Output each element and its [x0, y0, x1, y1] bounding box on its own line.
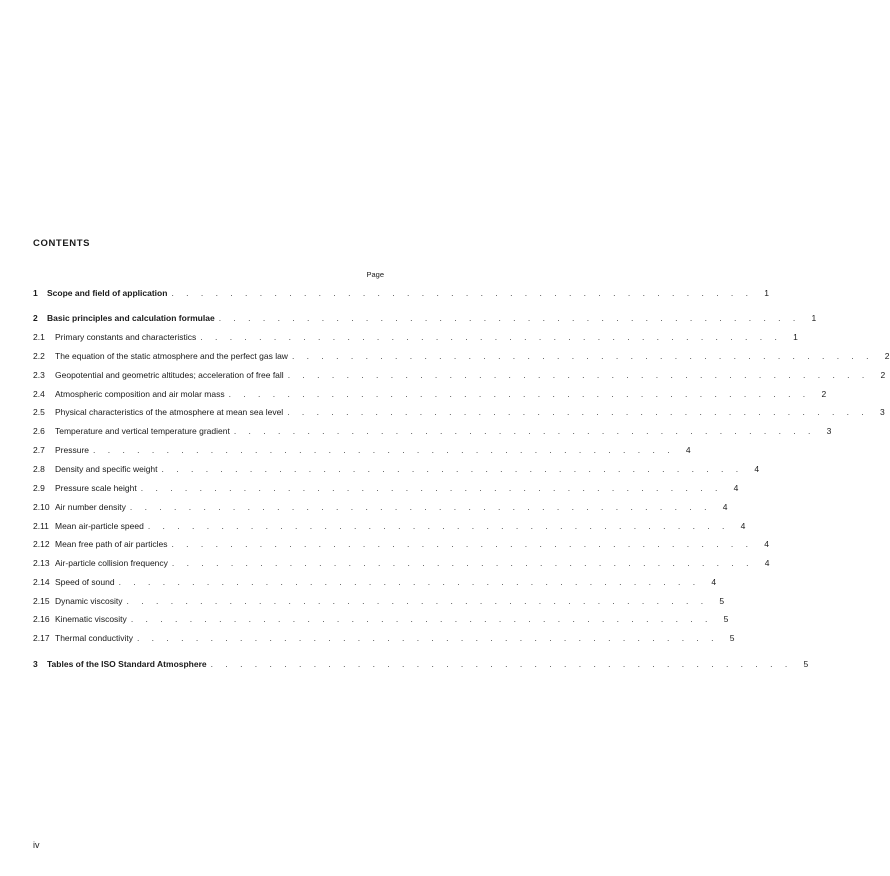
toc-leader-dots: . . . . . . . . . . . . . . . . . . . . . . . . . . . . . . . . . . . . . . . .	[171, 288, 754, 298]
toc-entry-title: Pressure scale height	[55, 483, 137, 493]
toc-entry-title: Scope and field of application	[47, 288, 168, 298]
toc-entry-page: 5	[803, 659, 809, 669]
toc-entry-number: 2.14	[33, 577, 50, 587]
toc-entry-page: 2	[880, 370, 886, 380]
toc-entry-page: 2	[821, 389, 827, 399]
toc-leader-dots: . . . . . . . . . . . . . . . . . . . . . . . . . . . . . . . . . . . . . . . .	[93, 445, 675, 455]
toc-entry-title: Dynamic viscosity	[55, 596, 123, 606]
toc-entry-title: Kinematic viscosity	[55, 614, 127, 624]
toc-entry-title: Pressure	[55, 445, 90, 455]
toc-entry-number: 2.8	[33, 464, 45, 474]
toc-entry-page: 1	[793, 332, 798, 342]
toc-entry	[33, 405, 885, 419]
toc-entry-number: 2.16	[33, 614, 50, 624]
contents-heading: CONTENTS	[33, 238, 91, 249]
toc-entry-title: Atmospheric composition and air molar mass	[55, 389, 225, 399]
toc-entry-page: 2	[884, 351, 890, 361]
toc-leader-dots: . . . . . . . . . . . . . . . . . . . . . . . . . . . . . . . . . . . . . . . .	[136, 633, 719, 643]
toc-entry-number: 2.11	[33, 521, 49, 531]
toc-entry-page: 4	[764, 539, 770, 549]
toc-entry-title: Thermal conductivity	[55, 633, 133, 643]
toc-entry-number: 2.15	[33, 596, 50, 606]
toc-entry-page: 1	[764, 288, 770, 298]
toc-entry-number: 1	[33, 288, 38, 298]
toc-leader-dots: . . . . . . . . . . . . . . . . . . . . . . . . . . . . . . . . . . . . . . . .	[126, 596, 709, 606]
toc-entry	[33, 349, 890, 363]
toc-entry-page: 4	[764, 558, 770, 568]
toc-entry-number: 2.4	[33, 389, 45, 399]
toc-entry-title: Air number density	[55, 502, 126, 512]
toc-entry	[33, 575, 717, 589]
toc-entry-number: 2.5	[33, 407, 45, 417]
toc-entry	[33, 311, 817, 325]
toc-entry-number: 2	[33, 313, 38, 323]
toc-entry-title: Density and specific weight	[55, 464, 158, 474]
toc-leader-dots: . . . . . . . . . . . . . . . . . . . . . . . . . . . . . . . . . . . . . . . .	[210, 659, 793, 669]
toc-entry-page: 4	[754, 464, 760, 474]
toc-entry-number: 2.3	[33, 370, 45, 380]
toc-entry-page: 4	[733, 483, 739, 493]
toc-entry-number: 2.2	[33, 351, 45, 361]
toc-leader-dots: . . . . . . . . . . . . . . . . . . . . . . . . . . . . . . . . . . . . . . . .	[118, 577, 701, 587]
toc-entry-number: 2.6	[33, 426, 45, 436]
toc-entry-number: 2.9	[33, 483, 45, 493]
toc-leader-dots: . . . . . . . . . . . . . . . . . . . . . . . . . . . . . . . . . . . . . . . .	[140, 483, 723, 493]
toc-entry-number: 2.10	[33, 502, 50, 512]
toc-entry	[33, 368, 886, 382]
toc-entry	[33, 519, 746, 533]
toc-entry-title: Geopotential and geometric altitudes; acceleration of free fall	[55, 370, 284, 380]
toc-entry-title: Speed of sound	[55, 577, 115, 587]
toc-entry	[33, 594, 725, 608]
toc-entry-page: 4	[740, 521, 746, 531]
toc-entry-title: Temperature and vertical temperature gradient	[55, 426, 230, 436]
toc-entry-page: 4	[722, 502, 728, 512]
toc-leader-dots: . . . . . . . . . . . . . . . . . . . . . . . . . . . . . . . . . . . . . . . .	[147, 521, 730, 531]
toc-leader-dots: . . . . . . . . . . . . . . . . . . . . . . . . . . . . . . . . . . . . . . . .	[233, 426, 816, 436]
toc-entry-page: 5	[723, 614, 729, 624]
toc-entry	[33, 631, 735, 645]
toc-entry-number: 2.13	[33, 558, 50, 568]
toc-entry-number: 2.17	[33, 633, 50, 643]
toc-entry-page: 5	[719, 596, 725, 606]
toc-entry-page: 4	[685, 445, 691, 455]
toc-leader-dots: . . . . . . . . . . . . . . . . . . . . . . . . . . . . . . . . . . . . . . . .	[287, 407, 869, 417]
toc-entry-number: 2.7	[33, 445, 45, 455]
toc-entry	[33, 612, 729, 626]
toc-entry-title: Primary constants and characteristics	[55, 332, 197, 342]
toc-leader-dots: . . . . . . . . . . . . . . . . . . . . . . . . . . . . . . . . . . . . . . . .	[291, 351, 874, 361]
toc-leader-dots: . . . . . . . . . . . . . . . . . . . . . . . . . . . . . . . . . . . . . . . .	[171, 539, 754, 549]
toc-entry	[33, 330, 798, 344]
toc-leader-dots: . . . . . . . . . . . . . . . . . . . . . . . . . . . . . . . . . . . . . . . .	[161, 464, 744, 474]
toc-entry	[33, 481, 739, 495]
toc-entry	[33, 657, 809, 671]
toc-entry-title: Tables of the ISO Standard Atmosphere	[47, 659, 207, 669]
toc-entry-number: 2.1	[33, 332, 45, 342]
toc-entry-title: The equation of the static atmosphere and the perfect gas law	[55, 351, 288, 361]
toc-entry-title: Physical characteristics of the atmosphere at mean sea level	[55, 407, 284, 417]
toc-entry	[33, 286, 770, 300]
toc-entry-number: 3	[33, 659, 38, 669]
toc-entry	[33, 537, 770, 551]
toc-entry-page: 5	[729, 633, 735, 643]
toc-leader-dots: . . . . . . . . . . . . . . . . . . . . . . . . . . . . . . . . . . . . . . . .	[130, 614, 713, 624]
toc-entry-page: 1	[811, 313, 817, 323]
toc-entry	[33, 462, 760, 476]
toc-entry	[33, 443, 691, 457]
toc-leader-dots: . . . . . . . . . . . . . . . . . . . . . . . . . . . . . . . . . . . . . . . .	[200, 332, 782, 342]
toc-entry-page: 4	[711, 577, 717, 587]
toc-leader-dots: . . . . . . . . . . . . . . . . . . . . . . . . . . . . . . . . . . . . . . . .	[287, 370, 870, 380]
toc-entry-number: 2.12	[33, 539, 50, 549]
toc-entry	[33, 556, 770, 570]
page-column-label: Page	[366, 270, 384, 279]
toc-entry	[33, 424, 832, 438]
toc-entry-page: 3	[880, 407, 885, 417]
toc-leader-dots: . . . . . . . . . . . . . . . . . . . . . . . . . . . . . . . . . . . . . . . .	[171, 558, 754, 568]
toc-leader-dots: . . . . . . . . . . . . . . . . . . . . . . . . . . . . . . . . . . . . . . . .	[228, 389, 811, 399]
toc-entry-title: Air-particle collision frequency	[55, 558, 168, 568]
toc-entry-page: 3	[826, 426, 832, 436]
toc-entry	[33, 500, 728, 514]
toc-entry	[33, 387, 827, 401]
toc-leader-dots: . . . . . . . . . . . . . . . . . . . . . . . . . . . . . . . . . . . . . . . .	[129, 502, 712, 512]
toc-entry-title: Mean free path of air particles	[55, 539, 168, 549]
toc-leader-dots: . . . . . . . . . . . . . . . . . . . . . . . . . . . . . . . . . . . . . . . .	[218, 313, 801, 323]
toc-entry-title: Basic principles and calculation formulae	[47, 313, 215, 323]
toc-entry-title: Mean air-particle speed	[55, 521, 144, 531]
footer-page-number: iv	[33, 840, 40, 850]
